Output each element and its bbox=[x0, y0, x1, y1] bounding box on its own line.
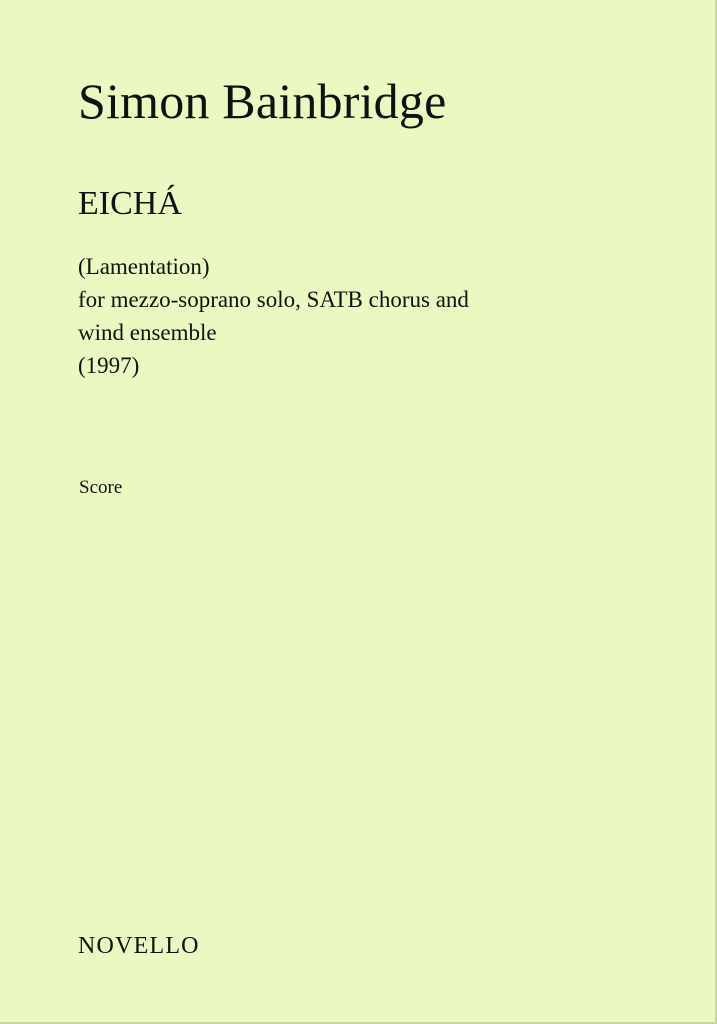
instrumentation-line-1: for mezzo-soprano solo, SATB chorus and bbox=[78, 287, 469, 312]
instrumentation-line-2: wind ensemble bbox=[78, 320, 217, 345]
composition-year: (1997) bbox=[78, 353, 140, 378]
composer-name: Simon Bainbridge bbox=[78, 73, 447, 129]
publisher-name: NOVELLO bbox=[78, 933, 200, 959]
work-title: EICHÁ bbox=[78, 185, 182, 222]
work-details bbox=[78, 250, 469, 382]
work-subtitle: (Lamentation) bbox=[78, 254, 210, 279]
edition-label: Score bbox=[79, 477, 123, 498]
